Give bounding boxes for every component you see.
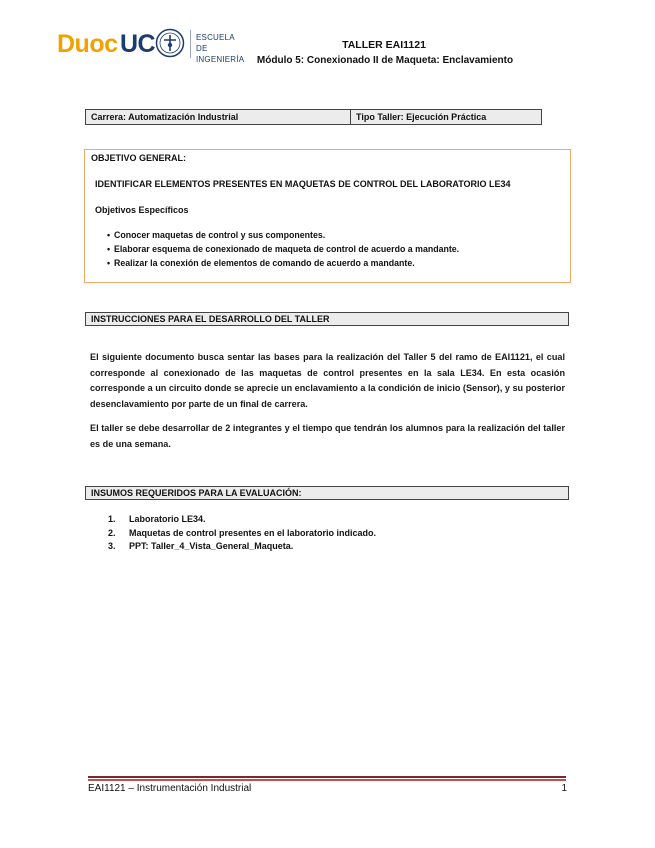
required-inputs-list — [108, 513, 376, 554]
list-item — [108, 513, 376, 527]
document-subtitle: Módulo 5: Conexionado II de Maqueta: Enclavamiento — [256, 55, 514, 66]
instructions-paragraph-2: El taller se debe desarrollar de 2 integrantes y el tiempo que tendrán los alumnos para la realización del taller es de una semana. — [90, 423, 565, 449]
list-item — [107, 257, 459, 271]
list-item-text: Maquetas de control presentes en el laboratorio indicado. — [129, 527, 377, 538]
logo-brand-duoc: Duoc — [57, 30, 118, 58]
list-item-text: Conocer maquetas de control y sus componentes. — [114, 230, 326, 240]
list-item — [108, 527, 376, 541]
list-item-text: Realizar la conexión de elementos de comando de acuerdo a mandante. — [114, 257, 415, 268]
bullet-icon: • — [107, 243, 111, 254]
document-title: TALLER EAI1121 — [342, 39, 426, 51]
logo-school-line2: INGENIERÍA — [196, 55, 245, 64]
logo-divider — [190, 30, 191, 58]
list-item-text: Laboratorio LE34. — [129, 514, 206, 524]
list-item-number: 1. — [108, 514, 116, 524]
list-item — [107, 243, 459, 257]
list-item — [108, 540, 376, 554]
specific-objectives-list — [107, 229, 459, 270]
footer-divider-red — [88, 779, 566, 781]
university-seal-icon — [155, 28, 185, 58]
footer-course-name: EAI1121 – Instrumentación Industrial — [88, 783, 252, 794]
bullet-icon: • — [107, 230, 111, 240]
objective-box — [84, 149, 571, 283]
inputs-section-header: INSUMOS REQUERIDOS PARA LA EVALUACIÓN: — [85, 486, 569, 500]
list-item-text: PPT: Taller_4_Vista_General_Maqueta. — [129, 541, 294, 551]
carrera-cell: Carrera: Automatización Industrial — [86, 110, 351, 124]
logo-school-line1: ESCUELA DE — [196, 33, 235, 53]
list-item-text: Elaborar esquema de conexionado de maqueta de control de acuerdo a mandante. — [114, 243, 460, 254]
logo-brand-uc: UC — [120, 30, 156, 58]
specific-objectives-title: Objetivos Específicos — [95, 205, 189, 215]
objective-general-text: IDENTIFICAR ELEMENTOS PRESENTES EN MAQUETAS DE CONTROL DEL LABORATORIO LE34 — [95, 179, 511, 189]
list-item — [107, 229, 459, 243]
list-item-number: 3. — [108, 541, 116, 551]
instructions-section-header: INSTRUCCIONES PARA EL DESARROLLO DEL TALLER — [85, 312, 569, 326]
footer-page-number: 1 — [561, 783, 567, 794]
objective-general-label: OBJETIVO GENERAL: — [91, 153, 187, 163]
instructions-paragraph-1: El siguiente documento busca sentar las bases para la realización del Taller 5 del ramo de EAI1121, el cual corresponde al conexionado de las maquetas de control presentes en la sala LE34. En esta ocasión corresponde a un circuito donde se aprecie un enclavamiento a la condición de inicio (Sensor), y su posterior desenclavamiento por parte de un final de carrera. — [90, 352, 566, 409]
course-info-table — [85, 109, 542, 125]
bullet-icon: • — [107, 257, 111, 268]
tipo-taller-cell: Tipo Taller: Ejecución Práctica — [351, 110, 541, 124]
duoc-uc-logo — [57, 28, 245, 64]
list-item-number: 2. — [108, 527, 116, 538]
footer-divider-dark — [88, 776, 566, 778]
